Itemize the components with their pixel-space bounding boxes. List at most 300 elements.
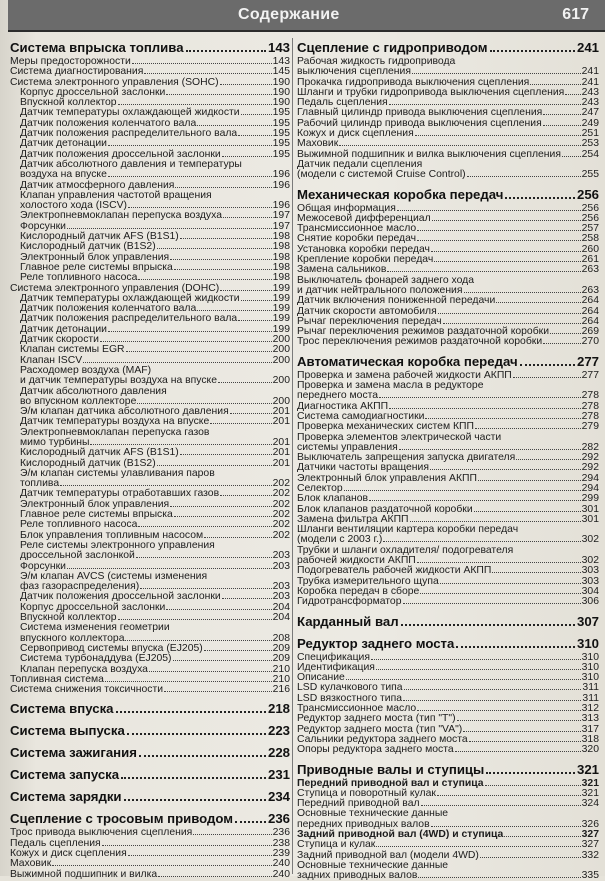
dot-leader — [376, 840, 580, 847]
section-heading-link[interactable] — [297, 762, 599, 778]
dot-leader — [467, 170, 581, 177]
dot-leader — [100, 335, 272, 342]
dot-leader — [425, 412, 580, 419]
toc-entry-link[interactable] — [297, 337, 599, 347]
entry-page-number: 190 — [272, 97, 290, 109]
section-page-number: 143 — [267, 40, 290, 55]
entry-page-number: 294 — [581, 482, 599, 494]
dot-leader — [128, 849, 272, 856]
dot-leader — [108, 139, 272, 146]
entry-title: Основные технические данные — [297, 859, 449, 871]
entry-title: Проверка и замена рабочей жидкости АКПП — [297, 369, 512, 381]
entry-title: Клапан перепуска воздуха — [20, 663, 148, 675]
entry-page-number: 197 — [272, 220, 290, 232]
dot-leader — [420, 587, 580, 594]
entry-page-number: 238 — [272, 837, 290, 849]
section-page-number: 310 — [576, 635, 599, 651]
entry-page-number: 304 — [581, 585, 599, 597]
entry-page-number: 143 — [272, 56, 290, 67]
entry-title: Кислородный датчик (B1S2) — [20, 457, 156, 469]
section-heading-link[interactable] — [10, 789, 290, 805]
entry-title: Рычаг переключения режимов раздаточной коробки — [297, 326, 549, 338]
toc-section — [297, 614, 599, 630]
toc-section — [10, 40, 290, 695]
entry-title: Селектор — [297, 482, 343, 494]
entry-title: Задний приводной вал (4WD) и ступица — [297, 829, 504, 840]
dot-leader — [505, 188, 575, 199]
toc-section — [10, 767, 290, 783]
entry-page-number: 320 — [581, 744, 599, 756]
entry-page-number: 260 — [581, 243, 599, 255]
dot-leader — [125, 634, 271, 641]
entry-page-number: 255 — [581, 169, 599, 181]
dot-leader — [139, 746, 266, 757]
header-bar — [8, 0, 605, 32]
entry-title: Редуктор заднего моста (тип "VA") — [297, 723, 463, 735]
dot-leader — [164, 685, 272, 692]
entry-title: LSD кулачкового типа — [297, 682, 403, 694]
entry-title: Датчик температуры охлаждающей жидкости — [20, 292, 240, 304]
toc-entry-link[interactable] — [297, 422, 599, 432]
dot-leader — [455, 745, 581, 752]
dot-leader — [83, 356, 271, 363]
entry-title: Впускной коллектор — [20, 612, 117, 624]
dot-leader — [550, 327, 581, 334]
dot-leader — [417, 556, 581, 563]
entry-title: и датчик температуры воздуха на впуске — [20, 375, 217, 387]
toc-section — [297, 187, 599, 348]
section-heading-link[interactable] — [297, 636, 599, 652]
entry-page-number: 251 — [581, 128, 599, 140]
entry-title: Датчик положения распределительного вала — [20, 313, 238, 325]
entry-title: Реле топливного насоса — [20, 272, 138, 284]
entry-title: дроссельной заслонкой — [20, 550, 135, 562]
entry-page-number: 301 — [581, 513, 599, 525]
entry-page-number: 256 — [581, 212, 599, 224]
section-title: Система зарядки — [10, 789, 122, 805]
entry-title: Маховик — [297, 138, 339, 150]
dot-leader — [121, 768, 266, 779]
entry-title: Главное реле системы впрыска — [20, 261, 173, 273]
dot-leader — [52, 859, 271, 866]
dot-leader — [417, 704, 580, 711]
section-heading-link[interactable] — [10, 40, 290, 56]
dot-leader — [469, 735, 581, 742]
entry-title: Топливная система — [10, 673, 104, 685]
entry-page-number: 264 — [581, 295, 599, 307]
entry-title: Датчик включения пониженной передачи — [297, 295, 496, 307]
dot-leader — [543, 119, 581, 126]
entry-title: Крепление коробки передач — [297, 254, 434, 266]
entry-title: (модели с 2003 г.) — [297, 534, 383, 546]
dot-leader — [105, 675, 272, 682]
entry-page-number: 203 — [272, 591, 290, 603]
entry-page-number: 199 — [272, 313, 290, 325]
dot-leader — [67, 562, 272, 569]
dot-leader — [415, 129, 581, 136]
dot-leader — [437, 789, 581, 796]
dot-leader — [485, 779, 581, 786]
entry-title: Датчик педали сцепления — [297, 158, 423, 170]
dot-leader — [235, 812, 266, 823]
entry-title: Электронный блок управления — [20, 251, 170, 263]
section-heading-link[interactable] — [297, 614, 599, 630]
dot-leader — [238, 129, 271, 136]
dot-leader — [157, 242, 272, 249]
entry-title: Клапан управления частотой вращения — [20, 189, 212, 201]
section-page-number: 231 — [267, 767, 290, 783]
dot-leader — [116, 702, 266, 713]
dot-leader — [543, 108, 580, 115]
entry-page-number: 310 — [581, 651, 599, 663]
dot-leader — [417, 234, 581, 241]
dot-leader — [166, 603, 271, 610]
entry-page-number: 313 — [581, 713, 599, 725]
dot-leader — [138, 273, 271, 280]
entry-page-number: 198 — [272, 261, 290, 273]
toc-section — [10, 723, 290, 739]
section-heading-link[interactable] — [10, 767, 290, 783]
entry-title: впускного коллектора — [20, 632, 125, 644]
entry-page-number: 199 — [272, 282, 290, 294]
entry-page-number: 208 — [272, 632, 290, 644]
toc-entry-link[interactable] — [10, 551, 290, 561]
entry-title: мимо турбины — [20, 436, 90, 448]
toc-section — [297, 354, 599, 608]
dot-leader — [562, 150, 581, 157]
toc-entry-link[interactable] — [297, 129, 599, 139]
entry-page-number: 292 — [581, 462, 599, 474]
entry-title: Сальники редуктора заднего моста — [297, 733, 468, 745]
entry-page-number: 201 — [272, 416, 290, 428]
toc-left-column — [10, 40, 290, 880]
entry-title: задних приводных валов — [297, 870, 418, 881]
entry-title: Главный цилиндр привода выключения сцепления — [297, 107, 543, 119]
entry-page-number: 210 — [272, 663, 290, 675]
toc-entry-link[interactable] — [10, 273, 290, 283]
entry-page-number: 196 — [272, 200, 290, 212]
entry-title: Трос привода выключения сцепления — [10, 827, 193, 839]
dot-leader — [67, 222, 272, 229]
dot-leader — [565, 88, 580, 95]
entry-page-number: 311 — [582, 692, 599, 704]
entry-title: Выжимной подшипник и вилка выключения сцепления — [297, 148, 561, 160]
section-title: Система зажигания — [10, 745, 137, 761]
entry-title: Клапан ISCV — [20, 354, 83, 366]
entry-title: Э/м клапан системы улавливания паров — [20, 467, 215, 479]
dot-leader — [513, 371, 581, 378]
entry-title: Датчик детонации — [20, 323, 107, 335]
dot-leader — [496, 296, 580, 303]
dot-leader — [124, 790, 266, 801]
entry-title: Рычаг переключения передач — [297, 315, 442, 327]
entry-title: Датчик положения коленчатого вала — [20, 303, 197, 315]
entry-page-number: 299 — [581, 493, 599, 505]
entry-title: Идентификация — [297, 661, 375, 673]
dot-leader — [241, 294, 272, 301]
entry-title: Основные технические данные — [297, 808, 449, 820]
toc-section — [10, 701, 290, 717]
entry-page-number: 294 — [581, 472, 599, 484]
entry-page-number: 335 — [581, 870, 599, 881]
entry-title: Кожух и диск сцепления — [297, 128, 414, 140]
entry-page-number: 269 — [581, 326, 599, 338]
dot-leader — [127, 724, 266, 735]
dot-leader — [132, 57, 272, 64]
entry-page-number: 209 — [272, 653, 290, 665]
dot-leader — [60, 479, 272, 486]
entry-title: Датчик положения распределительного вала — [20, 128, 238, 140]
entry-title: Электронный блок управления АКПП — [297, 472, 477, 484]
entry-page-number: 256 — [581, 202, 599, 214]
entry-title: Шланги и трубки гидропривода выключения сцепления — [297, 86, 565, 98]
section-heading-link[interactable] — [10, 811, 290, 827]
dot-leader — [404, 683, 582, 690]
section-heading-link[interactable] — [297, 187, 599, 203]
entry-page-number: 196 — [272, 169, 290, 181]
entry-page-number: 301 — [581, 503, 599, 515]
entry-page-number: 209 — [272, 642, 290, 654]
dot-leader — [492, 566, 580, 573]
entry-title: Педаль сцепления — [297, 97, 388, 109]
section-title: Механическая коробка передач — [297, 186, 504, 202]
toc-entry-link[interactable] — [10, 849, 290, 859]
entry-title: Датчик детонации — [20, 138, 107, 150]
section-title: Приводные валы и ступицы — [297, 761, 485, 777]
entry-page-number: 247 — [581, 107, 599, 119]
entry-page-number: 198 — [272, 241, 290, 253]
toc-entry-link[interactable] — [297, 296, 599, 306]
dot-leader — [128, 201, 272, 208]
section-page-number: 218 — [267, 701, 290, 717]
entry-title: Система снижения токсичности — [10, 684, 164, 696]
toc-entry-link[interactable] — [10, 870, 290, 880]
dot-leader — [173, 654, 272, 661]
dot-leader — [389, 402, 581, 409]
entry-page-number: 327 — [581, 839, 599, 851]
section-title: Редуктор заднего моста — [297, 635, 455, 651]
dot-leader — [118, 613, 272, 620]
entry-page-number: 306 — [581, 596, 599, 608]
entry-title: Блок управления топливным насосом — [20, 529, 204, 541]
entry-page-number: 198 — [272, 272, 290, 284]
section-title: Система впуска — [10, 701, 114, 717]
dot-leader — [490, 41, 575, 52]
dot-leader — [193, 828, 271, 835]
entry-title: LSD вязкостного типа — [297, 692, 403, 704]
section-page-number: 277 — [576, 353, 599, 369]
entry-title: холостого хода (ISCV) — [20, 200, 127, 212]
entry-page-number: 243 — [581, 97, 599, 109]
entry-page-number: 263 — [581, 284, 599, 296]
toc-entry-link[interactable] — [297, 871, 599, 881]
entry-title: Замена сальников — [297, 264, 387, 276]
entry-page-number: 258 — [581, 233, 599, 245]
dot-leader — [186, 41, 266, 52]
toc-entry-link[interactable] — [297, 170, 599, 180]
dot-leader — [197, 119, 271, 126]
toc-entry-link[interactable] — [10, 376, 290, 386]
section-heading-link[interactable] — [297, 40, 599, 56]
entry-title: Подогреватель рабочей жидкости АКПП — [297, 565, 492, 577]
dot-leader — [463, 725, 580, 732]
toc-entry-link[interactable] — [10, 685, 290, 695]
entry-title: Система электронного управления (SOHC) — [10, 76, 219, 88]
dot-leader — [144, 67, 271, 74]
entry-title: Блок клапанов — [297, 493, 369, 505]
entry-title: Система самодиагностики — [297, 410, 425, 422]
entry-page-number: 196 — [272, 179, 290, 191]
entry-page-number: 321 — [581, 787, 599, 799]
entry-title: Главное реле системы впрыска — [20, 509, 173, 521]
dot-leader — [149, 665, 272, 672]
entry-title: Ступица и кулак — [297, 839, 376, 851]
dot-leader — [204, 531, 271, 538]
entry-title: Передний приводной вал и ступица — [297, 777, 484, 789]
entry-title: Замена фильтра АКПП — [297, 513, 409, 525]
entry-title: рабочей жидкости АКПП — [297, 555, 416, 567]
entry-page-number: 264 — [581, 315, 599, 327]
section-page-number: 223 — [267, 723, 290, 739]
entry-page-number: 195 — [272, 117, 290, 129]
entry-page-number: 312 — [581, 703, 599, 715]
entry-page-number: 202 — [272, 498, 290, 510]
entry-page-number: 278 — [581, 410, 599, 422]
entry-page-number: 318 — [581, 733, 599, 745]
toc-entry-link[interactable] — [297, 597, 599, 607]
section-title: Система запуска — [10, 767, 120, 783]
dot-leader — [339, 139, 580, 146]
dot-leader — [204, 644, 272, 651]
entry-page-number: 278 — [581, 400, 599, 412]
toc-section — [10, 811, 290, 879]
entry-page-number: 241 — [581, 66, 599, 78]
dot-leader — [140, 582, 271, 589]
entry-page-number: 201 — [272, 436, 290, 448]
entry-page-number: 145 — [272, 66, 290, 78]
entry-page-number: 278 — [581, 390, 599, 402]
entry-title: Корпус дроссельной заслонки — [20, 86, 166, 98]
entry-title: Трансмиссионное масло — [297, 703, 417, 715]
dot-leader — [118, 98, 272, 105]
entry-page-number: 202 — [272, 529, 290, 541]
entry-title: Ступица и поворотный кулак — [297, 787, 436, 799]
entry-title: Датчик скорости автомобиля — [297, 305, 437, 317]
dot-leader — [220, 284, 271, 291]
entry-title: Датчик температуры воздуха на впуске — [20, 416, 210, 428]
entry-title: Блок клапанов раздаточной коробки — [297, 503, 473, 515]
dot-leader — [108, 170, 272, 177]
toc-section — [297, 762, 599, 881]
entry-title: Передний приводной вал — [297, 798, 420, 810]
entry-title: Датчик абсолютного давления и температуры — [20, 158, 242, 170]
entry-title: Электропневмоклапан перепуска воздуха — [20, 210, 222, 222]
dot-leader — [530, 78, 580, 85]
entry-title: Кислородный датчик (B1S2) — [20, 241, 156, 253]
entry-page-number: 202 — [272, 478, 290, 490]
dot-leader — [108, 325, 272, 332]
entry-title: Проверка элементов электрической части — [297, 431, 502, 443]
dot-leader — [399, 443, 581, 450]
dot-leader — [443, 317, 581, 324]
entry-title: Выключатель фонарей заднего хода — [297, 274, 475, 286]
section-heading-link[interactable] — [10, 701, 290, 717]
entry-page-number: 239 — [272, 848, 290, 859]
dot-leader — [222, 592, 272, 599]
entry-page-number: 200 — [272, 354, 290, 366]
dot-leader — [474, 505, 581, 512]
entry-page-number: 317 — [581, 723, 599, 735]
entry-page-number: 195 — [272, 138, 290, 150]
dot-leader — [197, 304, 271, 311]
entry-page-number: 257 — [581, 223, 599, 235]
entry-title: Общая информация — [297, 202, 396, 214]
section-heading-link[interactable] — [10, 723, 290, 739]
entry-title: топлива — [20, 478, 60, 490]
entry-title: и датчик нейтрального положения — [297, 284, 463, 296]
dot-leader — [157, 459, 272, 466]
entry-title: передних приводных валов — [297, 818, 430, 830]
entry-page-number: 200 — [272, 395, 290, 407]
entry-page-number: 202 — [272, 488, 290, 500]
section-page-number: 236 — [267, 811, 290, 827]
dot-leader — [432, 214, 581, 221]
entry-title: Датчик положения коленчатого вала — [20, 117, 197, 129]
dot-leader — [222, 150, 272, 157]
section-heading-link[interactable] — [10, 745, 290, 761]
dot-leader — [170, 253, 272, 260]
entry-title: Коробка передач в сборе — [297, 585, 420, 597]
dot-leader — [175, 181, 271, 188]
dot-leader — [138, 520, 271, 527]
entry-title: фаз газораспределения) — [20, 581, 140, 593]
entry-title: Датчики частоты вращения — [297, 462, 429, 474]
entry-title: Система диагностирования — [10, 66, 144, 78]
dot-leader — [418, 871, 580, 878]
entry-page-number: 203 — [272, 550, 290, 562]
dot-leader — [174, 263, 272, 270]
entry-page-number: 279 — [581, 421, 599, 433]
entry-title: Задний приводной вал (модели 4WD) — [297, 849, 479, 861]
toc-entry-link[interactable] — [297, 745, 599, 755]
entry-page-number: 201 — [272, 406, 290, 418]
entry-title: Реле топливного насоса — [20, 519, 138, 531]
section-page-number: 228 — [267, 745, 290, 761]
dot-leader — [166, 88, 271, 95]
entry-title: Кислородный датчик AFS (B1S1) — [20, 447, 179, 459]
entry-page-number: 200 — [272, 375, 290, 387]
dot-leader — [401, 615, 575, 626]
entry-title: во впускном коллекторе — [20, 395, 137, 407]
entry-page-number: 195 — [272, 107, 290, 119]
dot-leader — [410, 515, 581, 522]
entry-page-number: 199 — [272, 292, 290, 304]
section-page-number: 321 — [576, 761, 599, 777]
entry-title: Э/м клапан датчика абсолютного давления — [20, 406, 229, 418]
entry-page-number: 302 — [581, 534, 599, 546]
entry-title: Рабочий цилиндр привода выключения сцепления — [297, 117, 542, 129]
dot-leader — [220, 78, 272, 85]
entry-title: Реле системы электронного управления — [20, 539, 215, 551]
dot-leader — [241, 108, 272, 115]
entry-title: Система электронного управления (DOHC) — [10, 282, 220, 294]
entry-title: Датчик атмосферного давления — [20, 179, 175, 191]
entry-title: системы управления — [297, 441, 398, 453]
toc-entry-link[interactable] — [10, 654, 290, 664]
dot-leader — [430, 463, 581, 470]
section-heading-link[interactable] — [297, 354, 599, 370]
section-page-number: 307 — [576, 613, 599, 629]
